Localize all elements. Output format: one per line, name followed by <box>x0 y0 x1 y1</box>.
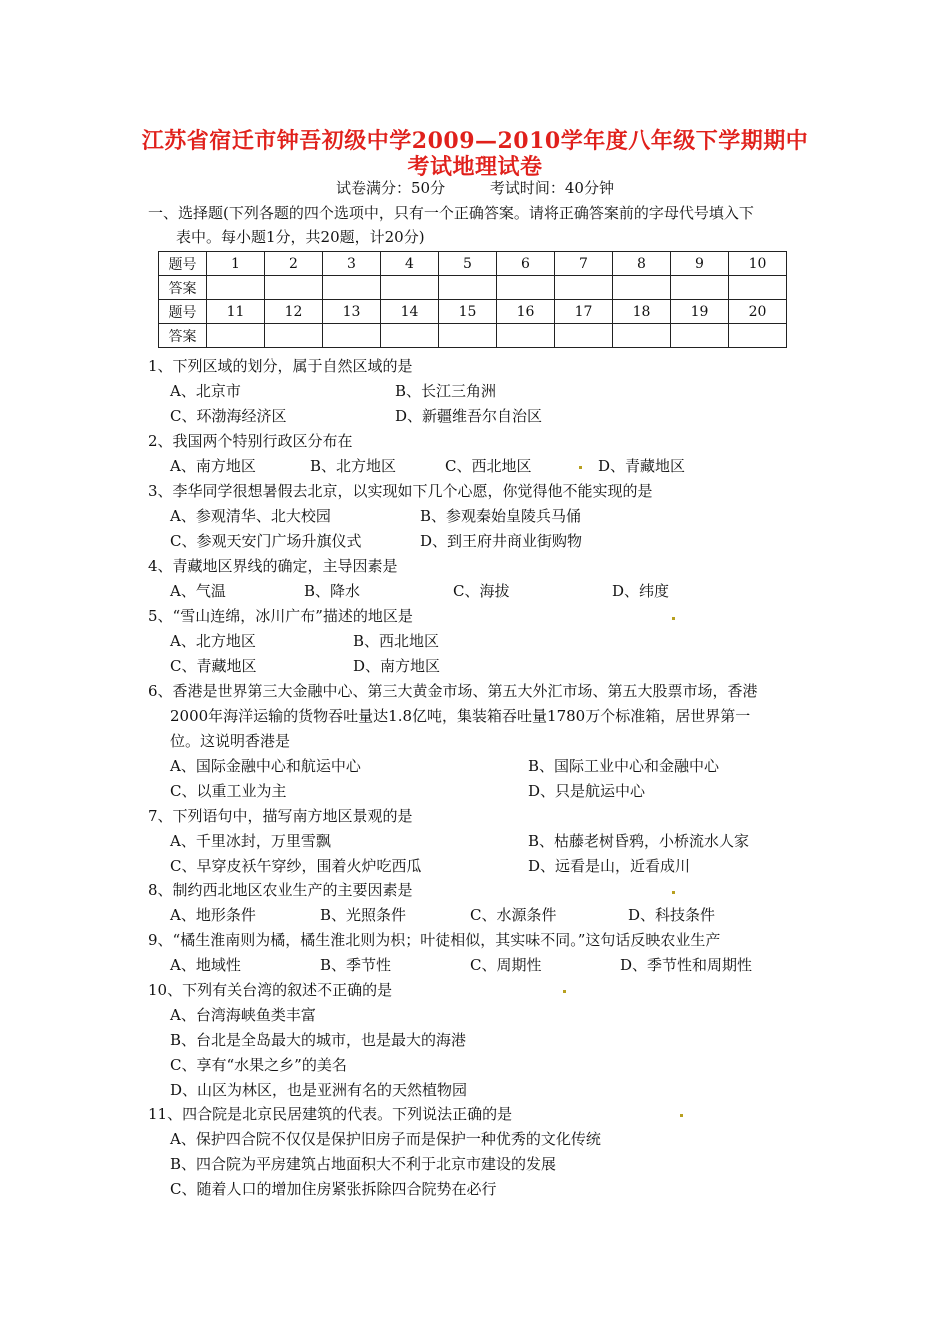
q8-option-c: C、水源条件 <box>470 906 557 924</box>
table-cell: 8 <box>613 252 671 276</box>
q3-option-d: D、到王府井商业街购物 <box>420 532 583 550</box>
q7-option-d: D、远看是山，近看成川 <box>528 857 691 875</box>
table-cell: 7 <box>555 252 613 276</box>
q7-option-b: B、枯藤老树昏鸦，小桥流水人家 <box>528 832 750 850</box>
q10-option-a: A、台湾海峡鱼类丰富 <box>170 1006 316 1024</box>
scan-dot <box>672 617 675 620</box>
question-2-stem: 2、我国两个特别行政区分布在 <box>148 432 353 450</box>
answer-cell[interactable] <box>207 324 265 348</box>
answer-table <box>158 251 787 348</box>
table-cell: 1 <box>207 252 265 276</box>
answer-cell[interactable] <box>497 276 555 300</box>
question-7-stem: 7、下列语句中，描写南方地区景观的是 <box>148 807 413 825</box>
q1-option-d: D、新疆维吾尔自治区 <box>395 407 543 425</box>
table-cell: 20 <box>729 300 787 324</box>
q4-option-b: B、降水 <box>304 582 361 600</box>
question-5-stem: 5、“雪山连绵，冰川广布”描述的地区是 <box>148 607 413 625</box>
table-cell: 11 <box>207 300 265 324</box>
q11-option-b: B、四合院为平房建筑占地面积大不利于北京市建设的发展 <box>170 1155 557 1173</box>
table-row <box>159 252 787 276</box>
q1-option-a: A、北京市 <box>170 382 241 400</box>
q11-option-a: A、保护四合院不仅仅是保护旧房子而是保护一种优秀的文化传统 <box>170 1130 601 1148</box>
question-6-stem-cont: 2000年海洋运输的货物吞吐量达1.8亿吨，集装箱吞吐量1780万个标准箱，居世界第一 <box>170 707 751 725</box>
q3-option-b: B、参观秦始皇陵兵马俑 <box>420 507 582 525</box>
q7-option-a: A、千里冰封，万里雪飘 <box>170 832 331 850</box>
q8-option-a: A、地形条件 <box>170 906 256 924</box>
table-cell: 6 <box>497 252 555 276</box>
q5-option-b: B、西北地区 <box>353 632 440 650</box>
answer-cell[interactable] <box>497 324 555 348</box>
answer-cell[interactable] <box>671 324 729 348</box>
q10-option-d: D、山区为林区，也是亚洲有名的天然植物园 <box>170 1081 468 1099</box>
q1-option-b: B、长江三角洲 <box>395 382 497 400</box>
answer-cell[interactable] <box>671 276 729 300</box>
question-9-stem: 9、“橘生淮南则为橘，橘生淮北则为枳；叶徒相似，其实味不同。”这句话反映农业生产 <box>148 931 721 949</box>
answer-cell[interactable] <box>613 276 671 300</box>
q2-option-d: D、青藏地区 <box>598 457 686 475</box>
table-row <box>159 276 787 300</box>
q9-option-a: A、地域性 <box>170 956 241 974</box>
table-cell: 13 <box>323 300 381 324</box>
row-label: 题号 <box>159 252 207 276</box>
q7-option-c: C、早穿皮袄午穿纱，围着火炉吃西瓜 <box>170 857 422 875</box>
q9-option-b: B、季节性 <box>320 956 392 974</box>
exam-time: 考试时间：40分钟 <box>489 179 614 197</box>
table-cell: 15 <box>439 300 497 324</box>
q8-option-d: D、科技条件 <box>628 906 716 924</box>
table-cell: 16 <box>497 300 555 324</box>
answer-cell[interactable] <box>323 276 381 300</box>
title-line-2: 考试地理试卷 <box>407 154 543 180</box>
answer-cell[interactable] <box>729 324 787 348</box>
row-label: 答案 <box>159 324 207 348</box>
answer-cell[interactable] <box>555 276 613 300</box>
question-11-stem: 11、四合院是北京民居建筑的代表。下列说法正确的是 <box>148 1105 513 1123</box>
table-cell: 10 <box>729 252 787 276</box>
q4-option-c: C、海拔 <box>453 582 510 600</box>
table-cell: 3 <box>323 252 381 276</box>
question-6-stem: 6、香港是世界第三大金融中心、第三大黄金市场、第五大外汇市场、第五大股票市场，香港 <box>148 682 758 700</box>
table-cell: 5 <box>439 252 497 276</box>
q5-option-a: A、北方地区 <box>170 632 256 650</box>
q2-option-a: A、南方地区 <box>170 457 256 475</box>
answer-cell[interactable] <box>265 276 323 300</box>
exam-meta <box>0 177 950 198</box>
answer-cell[interactable] <box>265 324 323 348</box>
q8-option-b: B、光照条件 <box>320 906 407 924</box>
answer-cell[interactable] <box>381 324 439 348</box>
table-cell: 18 <box>613 300 671 324</box>
q10-option-b: B、台北是全岛最大的城市，也是最大的海港 <box>170 1031 467 1049</box>
table-row <box>159 324 787 348</box>
q9-option-d: D、季节性和周期性 <box>620 956 753 974</box>
q4-option-d: D、纬度 <box>612 582 670 600</box>
q6-option-d: D、只是航运中心 <box>528 782 646 800</box>
answer-cell[interactable] <box>439 324 497 348</box>
q10-option-c: C、享有“水果之乡”的美名 <box>170 1056 347 1074</box>
q3-option-c: C、参观天安门广场升旗仪式 <box>170 532 362 550</box>
title-line-1: 江苏省宿迁市钟吾初级中学2009—2010学年度八年级下学期期中 <box>141 128 809 154</box>
scan-dot <box>672 891 675 894</box>
q5-option-c: C、青藏地区 <box>170 657 257 675</box>
row-label: 答案 <box>159 276 207 300</box>
question-6-stem-end: 位。这说明香港是 <box>170 732 291 750</box>
question-10-stem: 10、下列有关台湾的叙述不正确的是 <box>148 981 393 999</box>
answer-cell[interactable] <box>729 276 787 300</box>
question-8-stem: 8、制约西北地区农业生产的主要因素是 <box>148 881 413 899</box>
full-marks: 试卷满分：50分 <box>336 179 446 197</box>
q2-option-b: B、北方地区 <box>310 457 397 475</box>
q6-option-c: C、以重工业为主 <box>170 782 287 800</box>
q5-option-d: D、南方地区 <box>353 657 441 675</box>
answer-cell[interactable] <box>207 276 265 300</box>
question-1-stem: 1、下列区域的划分，属于自然区域的是 <box>148 357 413 375</box>
q6-option-a: A、国际金融中心和航运中心 <box>170 757 361 775</box>
section1-instructions: 一、选择题(下列各题的四个选项中，只有一个正确答案。请将正确答案前的字母代号填入下 <box>148 204 754 222</box>
q4-option-a: A、气温 <box>170 582 226 600</box>
table-cell: 12 <box>265 300 323 324</box>
q11-option-c: C、随着人口的增加住房紧张拆除四合院势在必行 <box>170 1180 497 1198</box>
question-3-stem: 3、李华同学很想暑假去北京，以实现如下几个心愿，你觉得他不能实现的是 <box>148 482 653 500</box>
answer-cell[interactable] <box>613 324 671 348</box>
answer-cell[interactable] <box>439 276 497 300</box>
q9-option-c: C、周期性 <box>470 956 542 974</box>
table-cell: 9 <box>671 252 729 276</box>
row-label: 题号 <box>159 300 207 324</box>
scan-dot <box>579 466 582 469</box>
q1-option-c: C、环渤海经济区 <box>170 407 287 425</box>
q6-option-b: B、国际工业中心和金融中心 <box>528 757 720 775</box>
answer-cell[interactable] <box>323 324 381 348</box>
table-cell: 4 <box>381 252 439 276</box>
table-cell: 14 <box>381 300 439 324</box>
q3-option-a: A、参观清华、北大校园 <box>170 507 331 525</box>
table-cell: 19 <box>671 300 729 324</box>
answer-cell[interactable] <box>555 324 613 348</box>
table-cell: 17 <box>555 300 613 324</box>
scan-dot <box>680 1114 683 1117</box>
section1-instructions-cont: 表中。每小题1分，共20题，计20分) <box>176 228 425 246</box>
q2-option-c: C、西北地区 <box>445 457 532 475</box>
answer-cell[interactable] <box>381 276 439 300</box>
scan-dot <box>563 990 566 993</box>
table-row <box>159 300 787 324</box>
table-cell: 2 <box>265 252 323 276</box>
question-4-stem: 4、青藏地区界线的确定，主导因素是 <box>148 557 398 575</box>
